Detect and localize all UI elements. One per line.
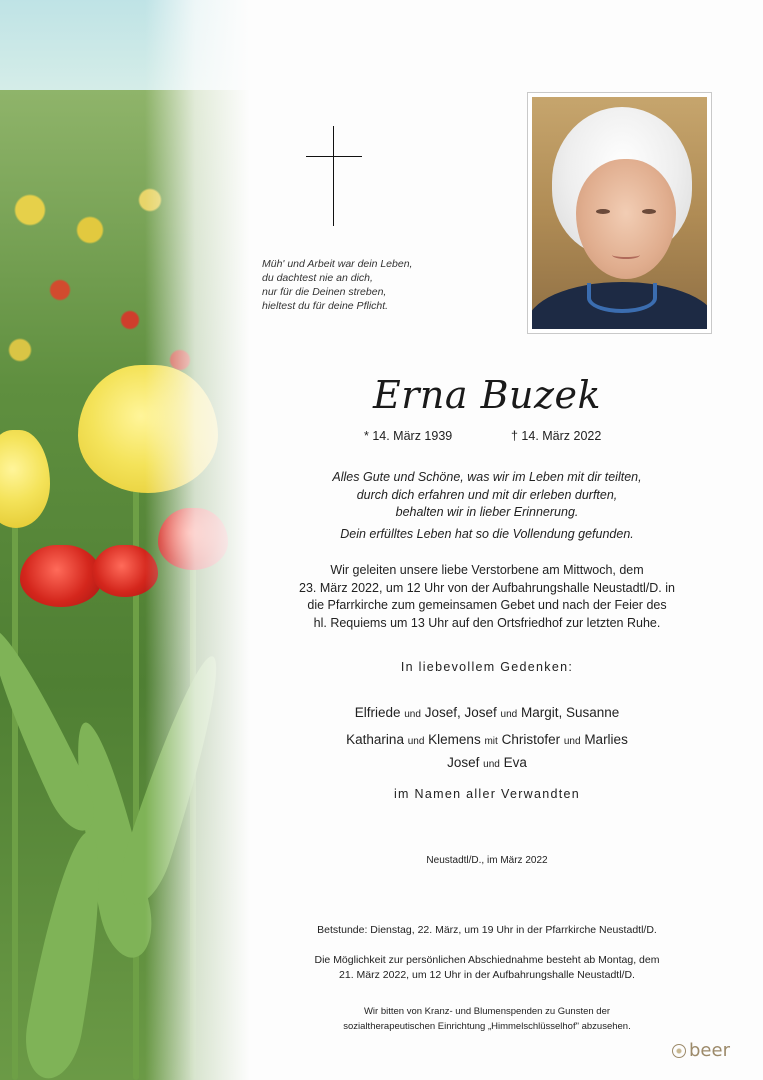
mourner-name: Katharina bbox=[346, 732, 404, 747]
poem-line: nur für die Deinen streben, bbox=[262, 286, 387, 298]
dandelion-icon bbox=[672, 1044, 686, 1058]
mourners-row bbox=[262, 752, 712, 775]
in-memory-heading: In liebevollem Gedenken: bbox=[400, 660, 574, 674]
mourner-name: Margit, Susanne bbox=[520, 705, 620, 720]
image-fade bbox=[0, 0, 250, 1080]
birth-date: * 14. März 1939 bbox=[364, 429, 453, 443]
quote-line: durch dich erfahren und mit dir erleben durften, bbox=[356, 487, 618, 502]
logo-text: beer bbox=[689, 1040, 730, 1061]
announcement-line: die Pfarrkirche zum gemeinsamen Gebet und nach der Feier des bbox=[307, 598, 667, 612]
quote-line: behalten wir in lieber Erinnerung. bbox=[395, 505, 579, 519]
mourner-name: Eva bbox=[503, 755, 527, 770]
mourner-name: Josef, Josef bbox=[424, 705, 497, 720]
announcement-line: hl. Requiems um 13 Uhr auf den Ortsfriedhof zur letzten Ruhe. bbox=[313, 615, 661, 630]
conjunction: und bbox=[407, 736, 425, 747]
memorial-quote bbox=[262, 469, 712, 543]
mourners-list bbox=[262, 702, 712, 775]
mourner-name: Marlies bbox=[584, 732, 628, 747]
deceased-name: Erna Buzek bbox=[372, 373, 602, 417]
conjunction: und bbox=[500, 709, 518, 720]
poem bbox=[262, 257, 462, 313]
conjunction: und bbox=[563, 736, 581, 747]
portrait-frame bbox=[527, 92, 712, 334]
mourner-name: Elfriede bbox=[354, 705, 401, 720]
mourners-row bbox=[262, 729, 712, 752]
tulip-field-image bbox=[0, 0, 250, 1080]
conjunction: mit bbox=[484, 736, 498, 747]
announcement-line: Wir geleiten unsere liebe Verstorbene am Mittwoch, dem bbox=[330, 563, 644, 577]
prayer-hour: Betstunde: Dienstag, 22. März, um 19 Uhr in der Pfarrkirche Neustadtl/D. bbox=[317, 924, 657, 936]
poem-line: du dachtest nie an dich, bbox=[262, 272, 373, 284]
mourners-row bbox=[262, 702, 712, 725]
poem-line: hieltest du für deine Pflicht. bbox=[262, 300, 389, 312]
announcement-line: 23. März 2022, um 12 Uhr von der Aufbahrungshalle Neustadtl/D. in bbox=[299, 580, 675, 595]
portrait-photo bbox=[532, 97, 707, 329]
death-date: † 14. März 2022 bbox=[511, 429, 602, 443]
mourner-name: Josef bbox=[447, 755, 480, 770]
farewell-line: Die Möglichkeit zur persönlichen Abschiednahme besteht ab Montag, dem bbox=[314, 954, 660, 966]
farewell-info bbox=[262, 953, 712, 983]
quote-line: Alles Gute und Schöne, was wir im Leben mit dir teilten, bbox=[332, 470, 642, 484]
donation-note bbox=[262, 1005, 712, 1034]
mourner-name: Klemens bbox=[428, 732, 481, 747]
beer-logo bbox=[672, 1040, 742, 1064]
on-behalf-of-relatives: im Namen aller Verwandten bbox=[393, 787, 581, 801]
donation-line: sozialtherapeutischen Einrichtung „Himmelschlüsselhof" abzusehen. bbox=[343, 1020, 631, 1032]
conjunction: und bbox=[483, 759, 500, 770]
poem-line: Müh' und Arbeit war dein Leben, bbox=[262, 258, 413, 270]
farewell-line: 21. März 2022, um 12 Uhr in der Aufbahrungshalle Neustadtl/D. bbox=[339, 969, 635, 981]
place-date: Neustadtl/D., im März 2022 bbox=[426, 855, 548, 866]
funeral-announcement bbox=[262, 562, 712, 632]
mourner-name: Christofer bbox=[501, 732, 561, 747]
cross-icon bbox=[306, 126, 362, 226]
donation-line: Wir bitten von Kranz- und Blumenspenden zu Gunsten der bbox=[363, 1006, 611, 1017]
conjunction: und bbox=[404, 709, 421, 720]
quote-closing: Dein erfülltes Leben hat so die Vollendung gefunden. bbox=[340, 526, 634, 541]
